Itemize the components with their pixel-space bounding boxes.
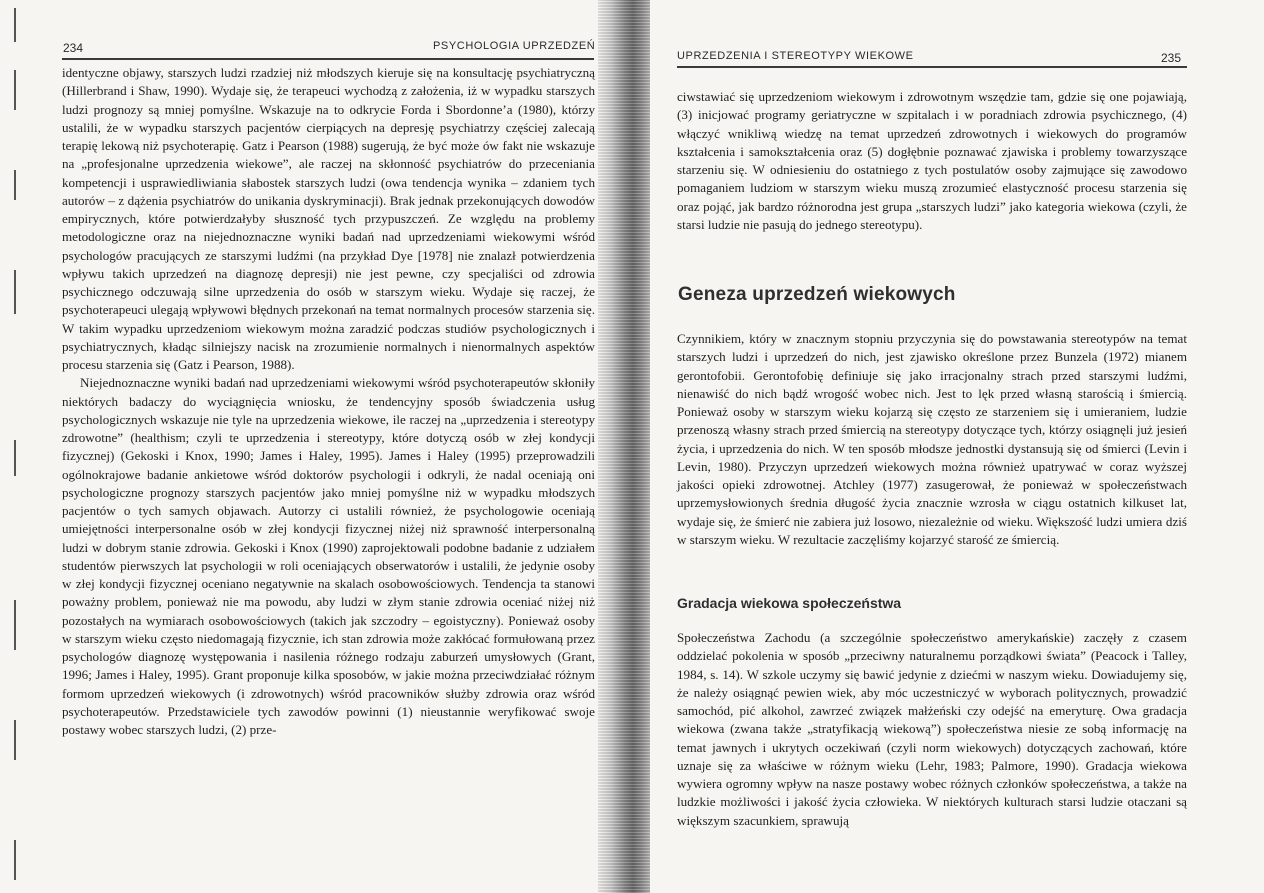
left-page xyxy=(0,0,610,893)
section-heading: Geneza uprzedzeń wiekowych xyxy=(678,284,956,305)
intro-paragraph: ciwstawiać się uprzedzeniom wiekowym i zdrowotnym wszędzie tam, gdzie się one pojawiają, (3) inicjować programy geriatryczne w szpitalach i w poradniach zdrowia psychicznego, (4) włączyć wnikliwą wiedzę na temat uprzedzeń zdrowotnych i wiekowych do programów kształcenia i samokształcenia oraz (5) dogłębnie poznawać zjawiska i problemy towarzyszące starzeniu się. W odniesieniu do ostatniego z tych postulatów osoby zajmujące się zawodowo pomaganiem ludziom w starszym wieku muszą zrozumieć elastyczność procesu starzenia się oraz pojąć, jak bardzo różnorodna jest grupa „starszych ludzi” jako kategoria wiekowa (czyli, że starsi ludzie nie pasują do jednego stereotypu). xyxy=(677,89,1187,232)
left-page-body xyxy=(62,64,595,739)
subsection-heading: Gradacja wiekowa społeczeństwa xyxy=(677,595,902,611)
running-header-left: PSYCHOLOGIA UPRZEDZEŃ xyxy=(433,40,596,52)
header-rule-left xyxy=(62,58,594,60)
paragraph-1: identyczne objawy, starszych ludzi rzadziej niż młodszych kieruje się na konsultację psychiatryczną (Hillerbrand i Shaw, 1990). Wydaje się, że terapeuci wychodzą z założenia, iż w wypadku starszych ludzi prognozy są mniej pomyślne. Wskazuje na to odkrycie Forda i Sbordonne’a (1980), którzy ustalili, że w wypadku starszych pacjentów cierpiących na depresję psychiatrzy częściej zalecają terapię lekową niż psychoterapię. Gatz i Pearson (1988) sugerują, że być może ów fakt nie wskazuje na „profesjonalne uprzedzenia wiekowe”, ale raczej na skłonność psychiatrów do przeceniania kompetencji i usprawiedliwiania słabostek starszych ludzi (owa tendencja wynika – zdaniem tych autorów – z dążenia psychiatrów do unikania dyskryminacji). Brak jednak przekonujących dowodów empirycznych, które potwierdzałyby słuszność tych przypuszczeń. Ze względu na problemy metodologiczne oraz na niejednoznaczne wyniki badań nad uprzedzeniami wiekowymi wśród psychologów pracujących ze starszymi ludźmi (na przykład Dye [1978] nie znalazł potwierdzenia wpływu takich uprzedzeń na diagnozę depresji) nie jest pewne, czy specjaliści od zdrowia psychicznego odczuwają silne uprzedzenia do osób w starszym wieku. Wydaje się raczej, że psychoterapeuci ulegają wpływowi błędnych przekonań na temat normalnych procesów starzenia się. W takim wypadku uprzedzeniom wiekowym można zaradzić podczas studiów psychologicznych i psychiatrycznych, kładąc silniejszy nacisk na zrozumienie normalnych i nienormalnych aspektów procesu starzenia się (Gatz i Pearson, 1988). xyxy=(62,65,595,372)
page-number-right: 235 xyxy=(1161,51,1182,65)
scan-edge-marks xyxy=(14,0,20,893)
subsection-paragraph: Społeczeństwa Zachodu (a szczególnie społeczeństwo amerykańskie) zaczęły z czasem oddzielać pokolenia w sposób „przeciwny naturalnemu porządkowi świata” (Peacock i Talley, 1984, s. 14). W szkole uczymy się bawić jedynie z dziećmi w naszym wieku. Dowiadujemy się, że należy osiągnąć pewien wiek, aby móc uczestniczyć w wyborach politycznych, prowadzić samochód, pić alkohol, zawrzeć związek małżeński czy odejść na emeryturę. Owa gradacja wiekowa (zwana także „stratyfikacją wiekową”) społeczeństwa niesie ze sobą informację na temat jawnych i ukrytych oczekiwań (czyli norm wiekowych) dotyczących zachowań, które uznaje się za właściwe w różnym wieku (Lehr, 1983; Palmore, 1990). Gradacja wiekowa wywiera ogromny wpływ na nasze postawy wobec różnych członków społeczeństwa, a także na ludzkie możliwości i jakość życia człowieka. W niektórych kulturach starsi ludzie otaczani są większym szacunkiem, sprawują xyxy=(677,630,1187,828)
running-header-right: UPRZEDZENIA I STEREOTYPY WIEKOWE xyxy=(677,50,914,62)
right-page xyxy=(650,0,1264,893)
page-number-left: 234 xyxy=(63,41,84,55)
paragraph-2: Niejednoznaczne wyniki badań nad uprzedzeniami wiekowymi wśród psychoterapeutów skłoniły niektórych badaczy do wyciągnięcia wniosku, że tendencyjny sposób świadczenia usług psychologicznych wskazuje nie tyle na uprzedzenia wiekowe, ile raczej na „uprzedzenia i stereotypy zdrowotne” (healthism; czyli te uprzedzenia i stereotypy, które dotyczą osób w złej kondycji fizycznej) (Gekoski i Knox, 1990; James i Haley, 1995). James i Haley (1995) przeprowadzili ogólnokrajowe badanie ankietowe wśród doktorów psychologii i odkryli, że nadal oceniają oni psychologiczne prognozy starszych pacjentów jako mniej pomyślne niż w wypadku młodszych pacjentów o tych samych objawach. Autorzy ci ustalili również, że psychologowie oceniają umiejętności interpersonalne osób w złej kondycji fizycznej niżej niż sprawność interpersonalną ludzi w dobrym stanie zdrowia. Gekoski i Knox (1990) zaprojektowali podobne badanie z udziałem studentów pierwszych lat psychologii w roli oceniających obserwatorów i ustalili, że jedynie osoby w złej kondycji fizycznej oceniano negatywnie na skalach osobowościowych. Tendencja ta stanowi poważny problem, ponieważ nie ma powodu, aby ludzi w złym stanie zdrowia oceniać niżej niż pozostałych na wymiarach osobowościowych (takich jak szczodry – egoistyczny). Ponieważ osoby w starszym wieku często niedomagają fizycznie, ich stan zdrowia może zakłócać formułowaną przez psychologów diagnozę występowania i nasilenia różnego rodzaju zaburzeń umysłowych (Grant, 1996; James i Haley, 1995). Grant proponuje kilka sposobów, w jakie można przeciwdziałać różnym formom uprzedzeń wiekowych (i zdrowotnych) wśród pracowników służby zdrowia oraz wśród psychoterapeutów. Przedstawiciele tych zawodów powinni (1) nieustannie weryfikować swoje postawy wobec starszych ludzi, (2) prze- xyxy=(62,375,595,737)
header-rule-right xyxy=(677,66,1187,68)
section-paragraph: Czynnikiem, który w znacznym stopniu przyczynia się do powstawania stereotypów na temat starszych ludzi i uprzedzeń do nich, jest zjawisko określone przez Bunzela (1972) mianem gerontofobii. Gerontofobię definiuje się jako irracjonalny strach przed starszymi ludźmi, nienawiść do nich bądź wrogość wobec nich. Jest to lęk przed własną starością i śmiercią. Ponieważ osoby w starszym wieku kojarzą się często ze starzeniem się i umieraniem, ludzie przenoszą własny strach przed śmiercią na stereotypy dotyczące tych, którzy osiągnęli już jesień życia, i uprzedzenia do nich. W ten sposób młodsze jednostki dystansują się od śmierci (Levin i Levin, 1980). Przyczyn uprzedzeń wiekowych można również upatrywać w coraz wyższej jakości opieki zdrowotnej. Atchley (1977) zasugerował, że ponieważ w społeczeństwach uprzemysłowionych średnia długość życia znacznie wzrosła w ciągu ostatnich kilkuset lat, wydaje się, że śmierć nie zabiera już losowo, niezależnie od wieku. Większość ludzi umiera dziś w starszym wieku. W rezultacie zaczęliśmy kojarzyć starość ze śmiercią. xyxy=(677,331,1187,547)
